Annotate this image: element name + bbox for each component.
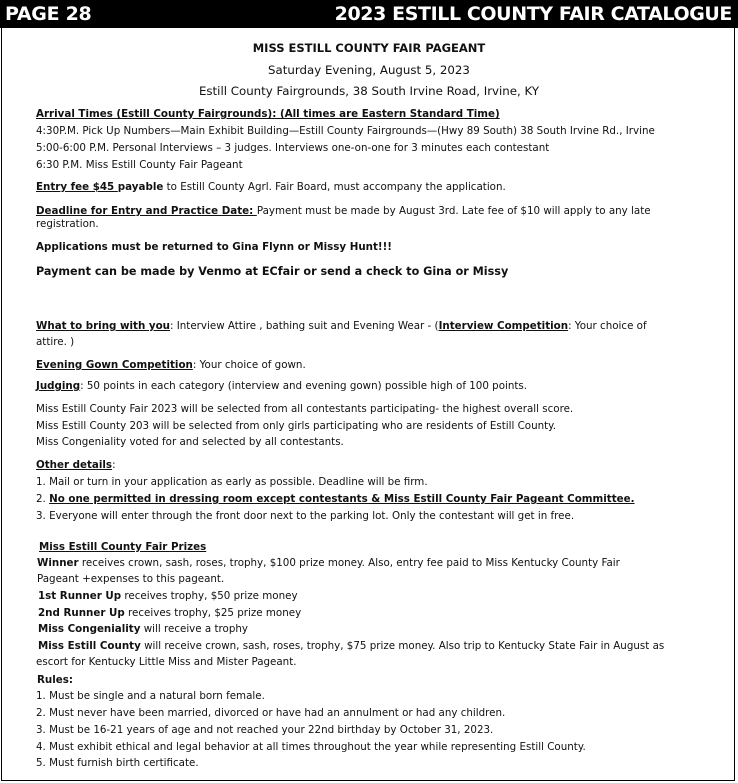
- other-label: Other details: [36, 459, 113, 471]
- other-heading: [36, 459, 116, 472]
- judging-label: Judging: [36, 380, 81, 392]
- bring-line: [36, 320, 647, 333]
- prize-first-label: 1st Runner Up: [38, 590, 122, 602]
- rule-item: 1. Must be single and a natural born female.: [36, 690, 265, 702]
- arrival-line: 4:30P.M. Pick Up Numbers—Main Exhibit Building—Estill County Fairgrounds—(Hwy 89 South) 38 South Irvine Rd., Irvine: [36, 125, 655, 137]
- prize-winner-line2: Pageant +expenses to this pageant.: [37, 573, 225, 585]
- entry-fee-payable: payable: [117, 181, 164, 193]
- other-item: 3. Everyone will enter through the front door next to the parking lot. Only the contestant will get in free.: [36, 510, 575, 522]
- page-number: PAGE 28: [5, 3, 92, 25]
- bring-text: : Interview Attire , bathing suit and Evening Wear - (: [170, 320, 439, 332]
- rule-item: 5. Must furnish birth certificate.: [36, 757, 199, 769]
- prizes-heading: Miss Estill County Fair Prizes: [39, 541, 207, 553]
- prize-first-runner-up: [38, 590, 298, 603]
- rule-item: 3. Must be 16-21 years of age and not reached your 22nd birthday by October 31, 2023.: [36, 724, 494, 736]
- bring-line2: attire. ): [36, 336, 75, 348]
- entry-fee-text: to Estill County Agrl. Fair Board, must accompany the application.: [163, 181, 506, 193]
- other-colon: :: [112, 459, 116, 471]
- rule-item: 2. Must never have been married, divorced or have had an annulment or had any children.: [36, 707, 506, 719]
- evening-gown: [36, 359, 306, 372]
- evening-gown-label: Evening Gown Competition: [36, 359, 193, 371]
- prize-congeniality: [38, 623, 248, 636]
- deadline: [36, 205, 651, 218]
- arrival-line: 6:30 P.M. Miss Estill County Fair Pageant: [36, 159, 243, 171]
- prize-mec-label: Miss Estill County: [38, 640, 141, 652]
- entry-fee-label: Entry fee $45: [36, 181, 118, 193]
- deadline-label: Deadline for Entry and Practice Date:: [36, 205, 257, 217]
- other-item2-text: No one permitted in dressing room except contestants & Miss Estill County Fair Pageant Committee.: [49, 493, 635, 505]
- other-item: 1. Mail or turn in your application as early as possible. Deadline will be firm.: [36, 476, 428, 488]
- rules-heading: Rules:: [37, 674, 74, 686]
- deadline-text: Payment must be made by August 3rd. Late fee of $10 will apply to any late: [256, 205, 651, 217]
- arrival-line: 5:00-6:00 P.M. Personal Interviews – 3 judges. Interviews one-on-one for 3 minutes each contestant: [36, 142, 550, 154]
- other-item2-num: 2.: [36, 493, 50, 505]
- event-location: Estill County Fairgrounds, 38 South Irvine Road, Irvine, KY: [198, 84, 540, 98]
- evening-gown-text: : Your choice of gown.: [192, 359, 306, 371]
- prize-miss-estill-county: [38, 640, 664, 653]
- selection-line: Miss Estill County 203 will be selected from only girls participating who are residents of Estill County.: [36, 420, 557, 432]
- applications-note: Applications must be returned to Gina Flynn or Missy Hunt!!!: [36, 241, 392, 253]
- judging: [36, 380, 527, 393]
- prize-second-text: receives trophy, $25 prize money: [124, 607, 302, 619]
- rule-item: 4. Must exhibit ethical and legal behavior at all times throughout the year while representing Estill County.: [36, 741, 586, 753]
- prize-mec-text: will receive crown, sash, roses, trophy, $75 prize money. Also trip to Kentucky State Fair in August as: [140, 640, 665, 652]
- event-date: Saturday Evening, August 5, 2023: [268, 63, 470, 77]
- prize-congeniality-label: Miss Congeniality: [38, 623, 141, 635]
- selection-line: Miss Estill County Fair 2023 will be selected from all contestants participating- the highest overall score.: [36, 403, 574, 415]
- other-item: [36, 493, 635, 506]
- entry-fee: [36, 181, 506, 194]
- judging-text: : 50 points in each category (interview and evening gown) possible high of 100 points.: [80, 380, 528, 392]
- prize-second-runner-up: [38, 607, 301, 620]
- bring-label: What to bring with you: [36, 320, 170, 332]
- prize-congeniality-text: will receive a trophy: [140, 623, 248, 635]
- payment-note: Payment can be made by Venmo at ECfair or send a check to Gina or Missy: [36, 265, 509, 278]
- prize-mec-line2: escort for Kentucky Little Miss and Mister Pageant.: [36, 656, 297, 668]
- arrival-heading: Arrival Times (Estill County Fairgrounds): (All times are Eastern Standard Time): [36, 108, 500, 120]
- prize-first-text: receives trophy, $50 prize money: [121, 590, 298, 602]
- selection-line: Miss Congeniality voted for and selected by all contestants.: [36, 436, 344, 448]
- prize-winner-text: receives crown, sash, roses, trophy, $100 prize money. Also, entry fee paid to Miss Kentucky County Fair: [78, 557, 620, 569]
- prize-second-label: 2nd Runner Up: [38, 607, 125, 619]
- page-title: MISS ESTILL COUNTY FAIR PAGEANT: [252, 41, 486, 55]
- catalogue-title: 2023 ESTILL COUNTY FAIR CATALOGUE: [334, 3, 732, 25]
- deadline-line2: registration.: [36, 218, 99, 230]
- interview-label: Interview Competition: [438, 320, 569, 332]
- interview-text: : Your choice of: [568, 320, 647, 332]
- page-header: [0, 0, 738, 28]
- prize-winner-label: Winner: [37, 557, 79, 569]
- prize-winner: [37, 557, 620, 570]
